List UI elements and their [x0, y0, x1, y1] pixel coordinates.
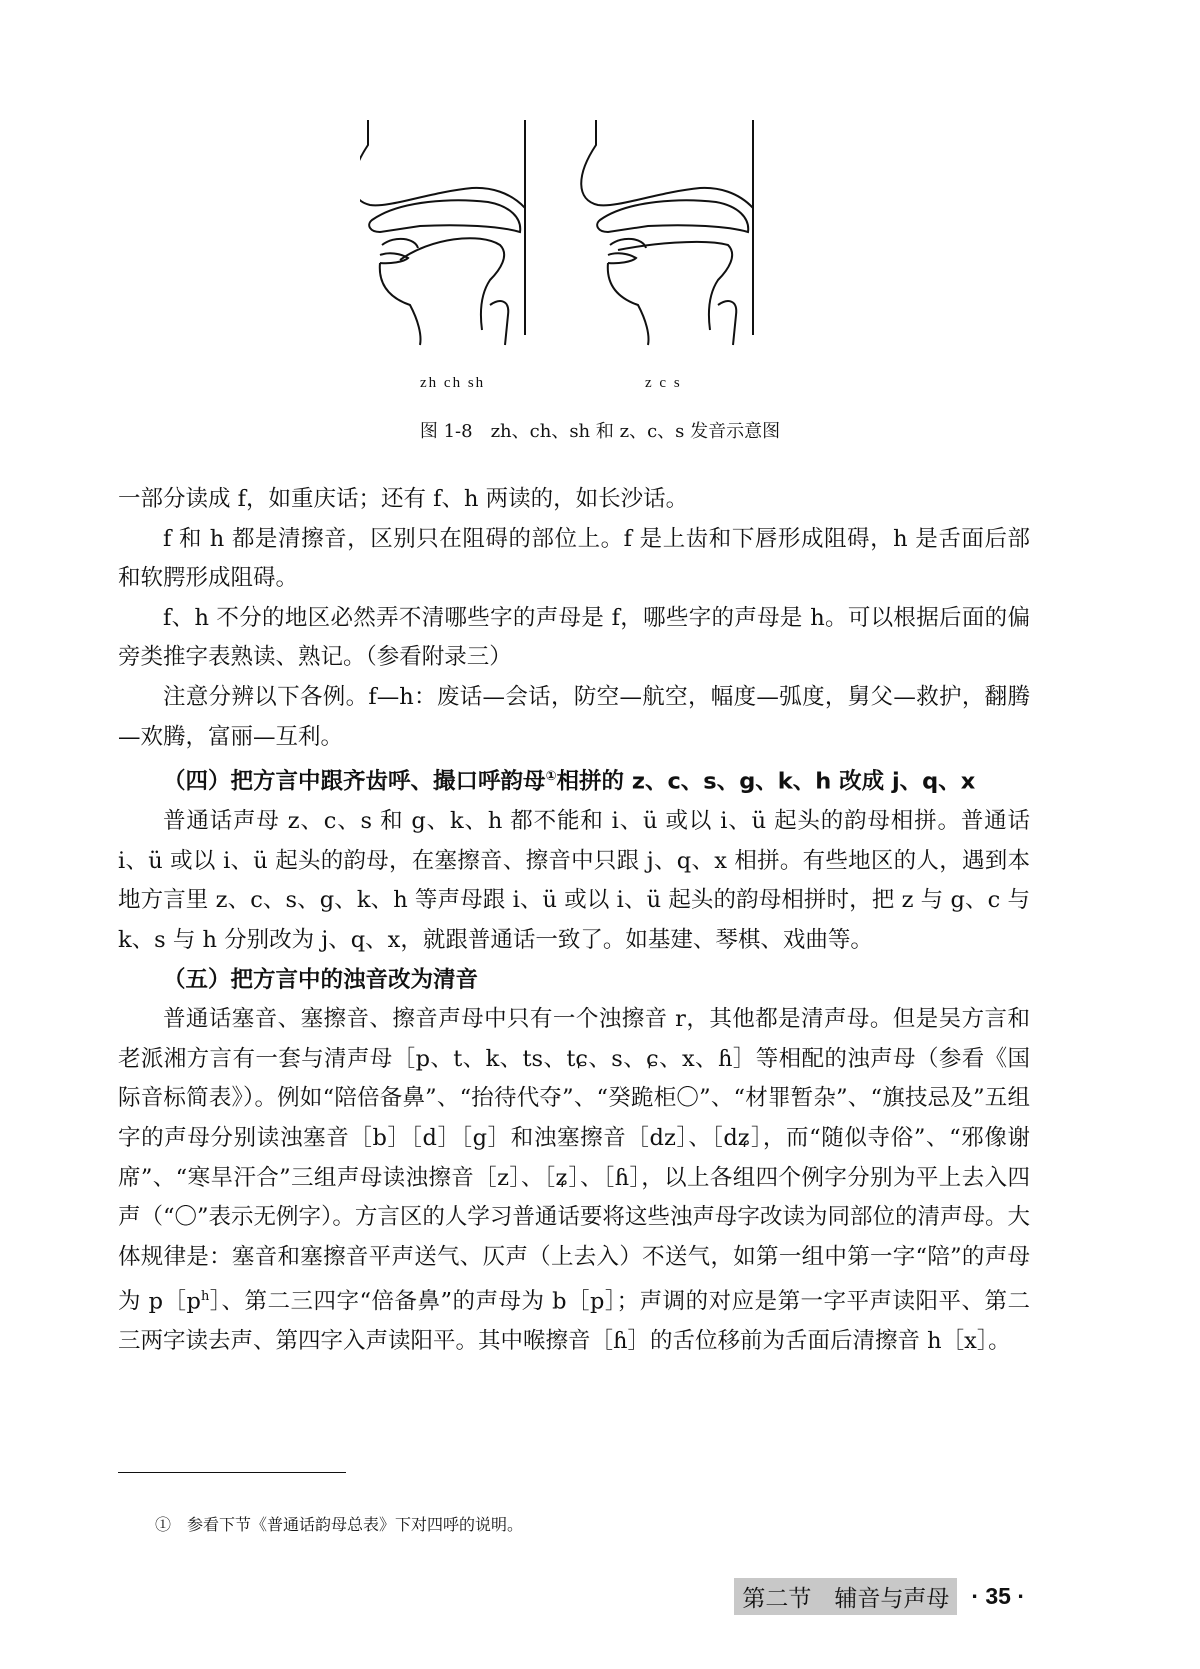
heading-text: （四）把方言中跟齐齿呼、撮口呼韵母	[163, 768, 546, 795]
section-title: 第二节 辅音与声母	[734, 1578, 957, 1615]
paragraph: 一部分读成 f，如重庆话；还有 f、h 两读的，如长沙话。	[118, 486, 689, 512]
paragraph-text: ］、第二三四字“倍备鼻”的声母为 b［p］；声调的对应是第一字平声读阳平、第二三两字读去声、第四字入声读阳平。其中喉擦音［ɦ］的舌位移前为舌面后清擦音 h［x］。	[118, 1288, 1030, 1355]
figure-label-right: z c s	[645, 375, 682, 391]
footnote-divider	[118, 1472, 346, 1473]
footnote: ① 参看下节《普通话韵母总表》下对四呼的说明。	[155, 1515, 524, 1534]
paragraph-text: 普通话塞音、塞擦音、擦音声母中只有一个浊擦音 r，其他都是清声母。但是吴方言和老派湘方言有一套与清声母［p、t、k、ts、tɕ、s、ɕ、x、ɦ］等相配的浊声母（参看《国际音标简表》）。例如“陪倍备鼻”、“抬待代夺”、“癸跪柜〇”、“材罪暂杂”、“旗技忌及”五组字的声母分别读浊塞音［b］［d］［g］和浊塞擦音［dz］、［dʑ］，而“随似寺俗”、“邪像谢席”、“寒旱汗合”三组声母读浊擦音［z］、［ʑ］、［ɦ］，以上各组四个例字分别为平上去入四声（“〇”表示无例字）。方言区的人学习普通话要将这些浊声母字改读为同部位的清声母。大体规律是：塞音和塞擦音平声送气、仄声（上去入）不送气，如第一组中第一字“陪”的声母为 p［p	[118, 1006, 1030, 1315]
section-heading-4	[118, 757, 1030, 802]
figure-caption: 图 1-8 zh、ch、sh 和 z、c、s 发音示意图	[419, 421, 781, 442]
paragraph: f 和 h 都是清擦音，区别只在阻碍的部位上。f 是上齿和下唇形成阻碍，h 是舌面后部和软腭形成阻碍。	[118, 525, 1030, 592]
page-number: · 35 ·	[971, 1583, 1025, 1609]
zh-ch-sh-diagram	[360, 120, 525, 345]
footnote-marker: ①	[545, 769, 557, 785]
section-heading-5: （五）把方言中的浊音改为清音	[163, 966, 479, 993]
page-footer	[734, 1578, 1025, 1615]
body-text	[118, 480, 1030, 1362]
articulation-diagram	[360, 120, 840, 380]
figure-label-left: zh ch sh	[420, 375, 486, 391]
paragraph	[118, 1000, 1030, 1362]
z-c-s-diagram	[581, 120, 753, 345]
paragraph: f、h 不分的地区必然弄不清哪些字的声母是 f，哪些字的声母是 h。可以根据后面的偏旁类推字表熟读、熟记。（参看附录三）	[118, 604, 1030, 671]
heading-text: 相拼的 z、c、s、g、k、h 改成 j、q、x	[556, 768, 976, 795]
paragraph: 注意分辨以下各例。f—h：废话—会话，防空—航空，幅度—弧度，舅父—救护，翻腾—欢腾，富丽—互利。	[118, 683, 1030, 750]
paragraph: 普通话声母 z、c、s 和 g、k、h 都不能和 i、ü 或以 i、ü 起头的韵母相拼。普通话 i、ü 或以 i、ü 起头的韵母，在塞擦音、擦音中只跟 j、q、x 相拼。有些地区的人，遇到本地方言里 z、c、s、g、k、h 等声母跟 i、ü 或以 i、ü 起头的韵母相拼时，把 z 与 g、c 与 k、s 与 h 分别改为 j、q、x，就跟普通话一致了。如基建、琴棋、戏曲等。	[118, 808, 1030, 954]
superscript-h: h	[200, 1289, 210, 1305]
